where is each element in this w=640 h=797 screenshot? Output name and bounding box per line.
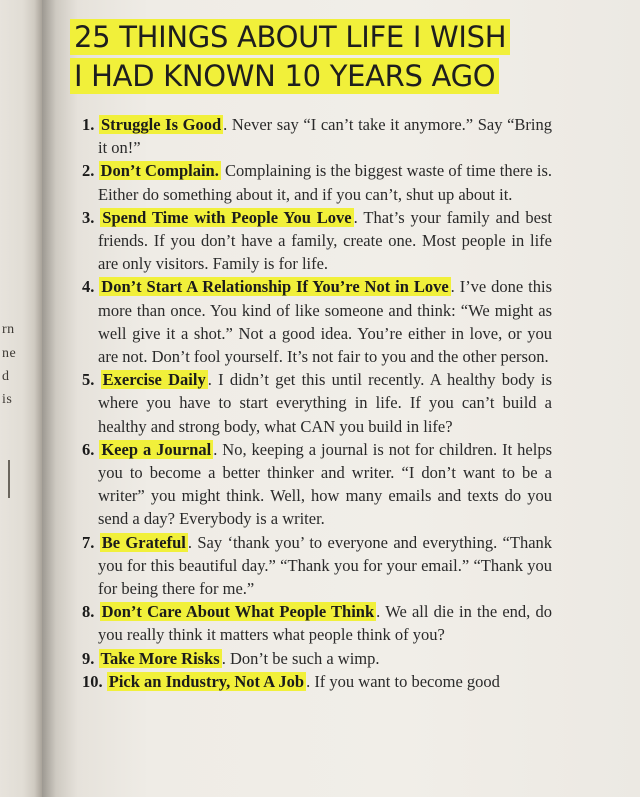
item-heading: Don’t Care About What People Think bbox=[101, 602, 375, 622]
item-number: 4. bbox=[82, 277, 95, 297]
left-page-fragment: is bbox=[2, 392, 13, 407]
list-item bbox=[82, 368, 552, 438]
item-text: . No, keeping a journal is not for children. It helps you to become a better thinker and writer. “I don’t want to be a writer” you might think. Well, how many emails and texts do you send a day? Everybody is a writer. bbox=[98, 439, 552, 529]
item-heading: Don’t Start A Relationship If You’re Not in Love bbox=[101, 277, 449, 297]
item-number: 5. bbox=[82, 370, 95, 390]
title-line-1 bbox=[70, 18, 590, 57]
item-number: 3. bbox=[82, 207, 95, 227]
left-page-fragment: ne bbox=[2, 346, 17, 361]
item-heading: Spend Time with People You Love bbox=[102, 207, 352, 227]
item-number: 7. bbox=[82, 532, 95, 552]
list-item bbox=[82, 113, 552, 159]
list-item bbox=[82, 670, 552, 693]
list-item bbox=[82, 206, 552, 276]
left-page-fragment: rn bbox=[2, 322, 15, 337]
item-heading: Keep a Journal bbox=[101, 439, 212, 459]
item-text: Complaining is the biggest waste of time there is. Either do something about it, and if you can’t, shut up about it. bbox=[98, 161, 552, 204]
gutter-shadow bbox=[42, 0, 56, 797]
title-highlight: I HAD KNOWN 10 YEARS AGO bbox=[70, 58, 499, 94]
item-text: . If you want to become good bbox=[306, 671, 500, 691]
title-line-2 bbox=[70, 57, 590, 96]
list-item bbox=[82, 531, 552, 601]
item-text: . Don’t be such a wimp. bbox=[221, 648, 380, 668]
item-number: 2. bbox=[82, 161, 95, 181]
item-text: . I didn’t get this until recently. A healthy body is where you have to start everything in life. If you can’t build a healthy and strong body, what CAN you build in life? bbox=[98, 370, 553, 436]
item-number: 9. bbox=[82, 648, 95, 668]
item-heading: Take More Risks bbox=[100, 648, 220, 668]
item-text: . Never say “I can’t take it anymore.” Say “Bring it on!” bbox=[98, 115, 553, 158]
list-item bbox=[82, 600, 552, 646]
item-heading: Struggle Is Good bbox=[100, 115, 222, 134]
item-heading: Pick an Industry, Not A Job bbox=[108, 671, 305, 691]
item-heading: Exercise Daily bbox=[102, 370, 206, 390]
page-title bbox=[70, 18, 590, 96]
life-lessons-list bbox=[82, 113, 552, 693]
item-number: 1. bbox=[82, 115, 95, 134]
list-item bbox=[82, 275, 552, 368]
item-text: . Say ‘thank you’ to everyone and everything. “Thank you for this beautiful day.” “Thank you for your email.” “Thank you for being there for me.” bbox=[98, 532, 553, 599]
item-text: . We all die in the end, do you really think it matters what people think of you? bbox=[98, 602, 553, 645]
item-heading: Don’t Complain. bbox=[100, 161, 219, 181]
item-number: 10. bbox=[82, 671, 103, 691]
item-number: 6. bbox=[82, 439, 95, 459]
item-text: . I’ve done this more than once. You kind of like someone and think: “We might as well give it a shot.” Not a good idea. You’re either in love, or you are not. Don’t fool yourself. It’s not fair to you and the other person. bbox=[98, 277, 553, 367]
item-text: . That’s your family and best friends. If you don’t have a family, create one. Most people in life are only visitors. Family is for life. bbox=[98, 207, 552, 274]
title-highlight: 25 THINGS ABOUT LIFE I WISH bbox=[70, 19, 510, 55]
left-page-edge bbox=[0, 0, 42, 797]
list-item bbox=[82, 159, 552, 205]
list-item bbox=[82, 647, 552, 670]
left-page-fragment: d bbox=[2, 369, 10, 384]
item-heading: Be Grateful bbox=[101, 532, 186, 552]
left-page-mark bbox=[8, 460, 10, 498]
item-number: 8. bbox=[82, 602, 95, 622]
list-item bbox=[82, 438, 552, 531]
